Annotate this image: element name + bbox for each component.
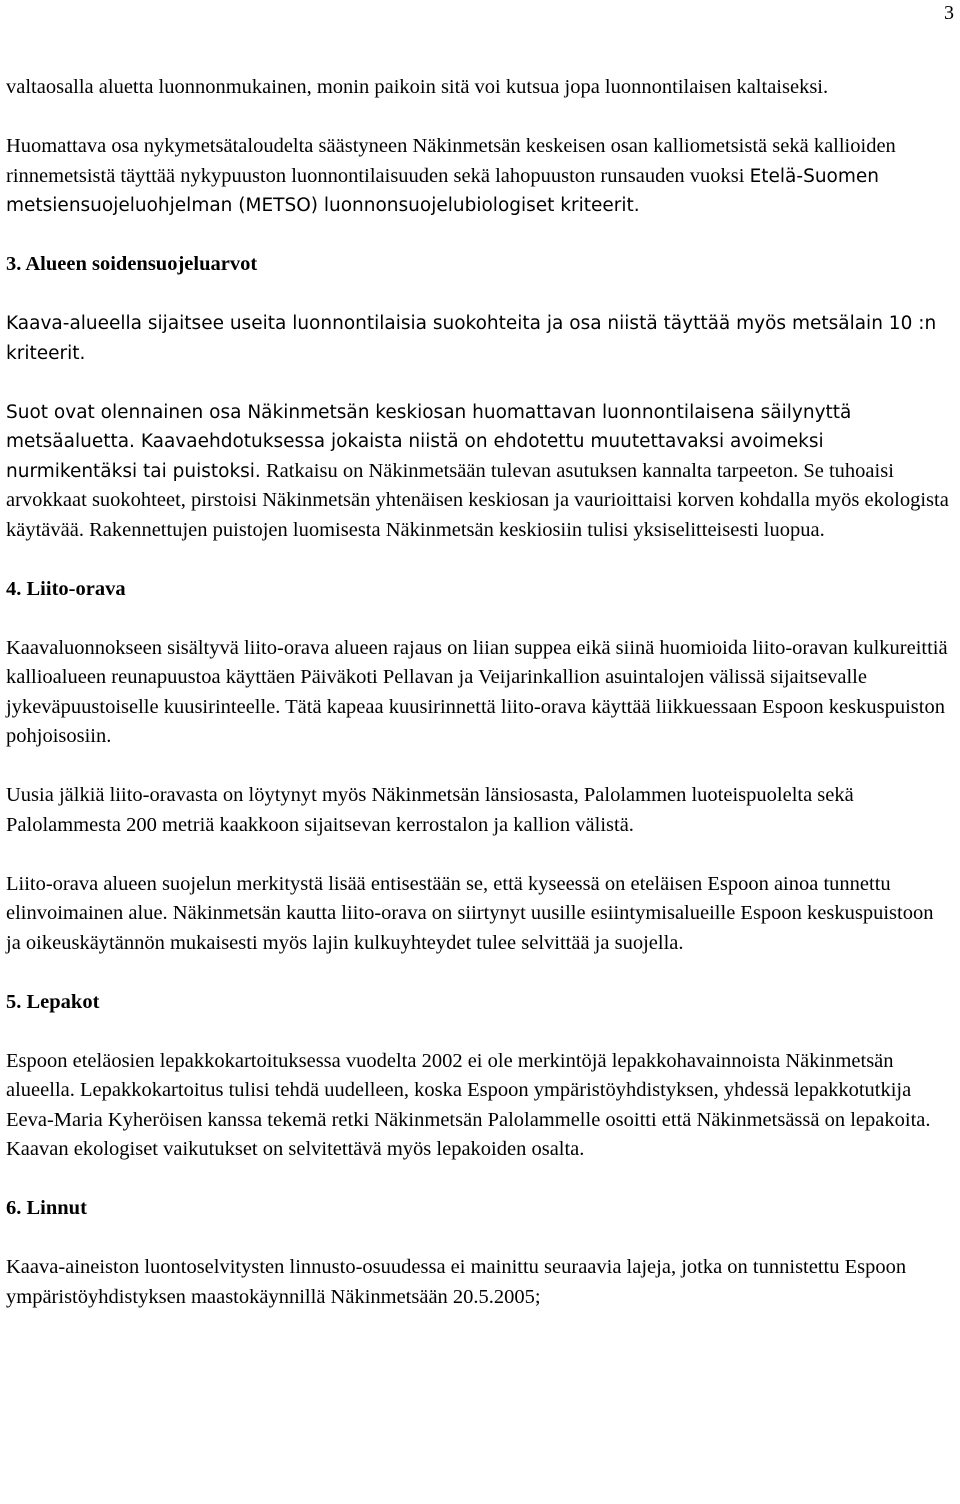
section-3-paragraph-1-text: Kaava-alueella sijaitsee useita luonnontilaisia suokohteita ja osa niistä täyttää myös metsälain 10 [6,313,919,334]
section-4-paragraph-3: Liito-orava alueen suojelun merkitystä lisää entisestään se, että kyseessä on eteläisen Espoon ainoa tunnettu elinvoimainen alue. Näkinmetsän kautta liito-orava on siirtynyt uusille esiintymisalueille Espoon keskuspuistoon ja oikeuskäytännön mukaisesti myös lajin kulkuyhteydet tulee selvittää ja suojella. [6,872,934,954]
page-number: 3 [944,2,954,24]
section-6-heading: 6. Linnut [6,1197,87,1219]
section-3-paragraph-2-part-3: Ratkaisu on Näkinmetsään tulevan asutuksen kannalta tarpeeton. Se tuhoaisi arvokkaat suokohteet, pirstoisi Näkinmetsän yhtenäisen keskiosan ja vaurioittaisi korven kohdalla myös ekologista käytävää. Rakennettujen puistojen luomisesta Näkinmetsän keskiosiin tulisi yksiselitteisesti luopua. [6,459,949,541]
section-5-heading: 5. Lepakot [6,990,100,1013]
metso-criteria-text: Etelä-Suomen metsiensuojeluohjelman (METSO) luonnonsuojelubiologiset kriteerit. [6,165,879,216]
section-3-paragraph-2 [6,398,952,546]
section-5-paragraph-1: Espoon eteläosien lepakkokartoituksessa vuodelta 2002 ei ole merkintöjä lepakkohavainnoista Näkinmetsän alueella. Lepakkokartoitus tulisi tehdä uudelleen, koska Espoon ympäristöyhdistyksen, yhdessä lepakkotutkija Eeva-Maria Kyheröisen kanssa tekemä retki Näkinmetsän Palolammelle osoitti että Näkinmetsässä on lepakoita. Kaavan ekologiset vaikutukset on selvitettävä myös lepakoiden osalta. [6,1049,931,1160]
section-4-heading: 4. Liito-orava [6,577,126,600]
section-4-paragraph-1: Kaavaluonnokseen sisältyvä liito-orava alueen rajaus on liian suppea eikä siinä huomioida liito-oravan kulkureittiä kallioalueen reunapuustoa käyttäen Päiväkoti Pellavan ja Veijarinkallion asuintalojen välissä sijaitsevalle jykeväpuustoiselle kuusirinteelle. Tätä kapeaa kuusirinnettä liito-orava käyttää liikkuessaan Espoon keskuspuiston pohjoisosiin. [6,636,948,747]
section-3-heading: 3. Alueen soidensuojeluarvot [6,253,258,275]
section-6-paragraph-1: Kaava-aineiston luontoselvitysten linnusto-osuudessa ei mainittu seuraavia lajeja, jotka on tunnistettu Espoon ympäristöyhdistyksen maastokäynnillä Näkinmetsään 20.5.2005; [6,1256,907,1308]
intro-paragraph-2 [6,132,952,221]
document-body [6,73,952,1312]
intro-paragraph-1: valtaosalla aluetta luonnonmukainen, monin paikoin sitä voi kutsua jopa luonnontilaisen kaltaiseksi. [6,76,829,98]
section-3-paragraph-2-part-1: Suot ovat olennainen osa Näkinmetsän keskiosan huomattavan luonnontilaisena säilynyttä metsäaluetta. [6,401,852,452]
section-4-paragraph-2: Uusia jälkiä liito-oravasta on löytynyt myös Näkinmetsän länsiosasta, Palolammen luoteispuolelta sekä Palolammesta 200 metriä kaakkoon sijaitsevan kerrostalon ja kallion välistä. [6,784,854,836]
section-3-paragraph-1-text-end: :n kriteerit. [6,313,937,364]
intro-paragraph-2-text: Huomattava osa nykymetsätaloudelta säästyneen Näkinmetsän keskeisen osan kalliometsistä sekä kallioiden rinnemetsistä täyttää nykypuuston luonnontilaisuuden sekä lahopuuston runsauden vuoksi [6,135,896,187]
section-3-paragraph-1 [6,309,952,368]
section-3-paragraph-2-part-2: Kaavaehdotuksessa jokaista niistä on ehdotettu muutettavaksi avoimeksi nurmikentäksi tai puistoksi. [6,431,824,482]
